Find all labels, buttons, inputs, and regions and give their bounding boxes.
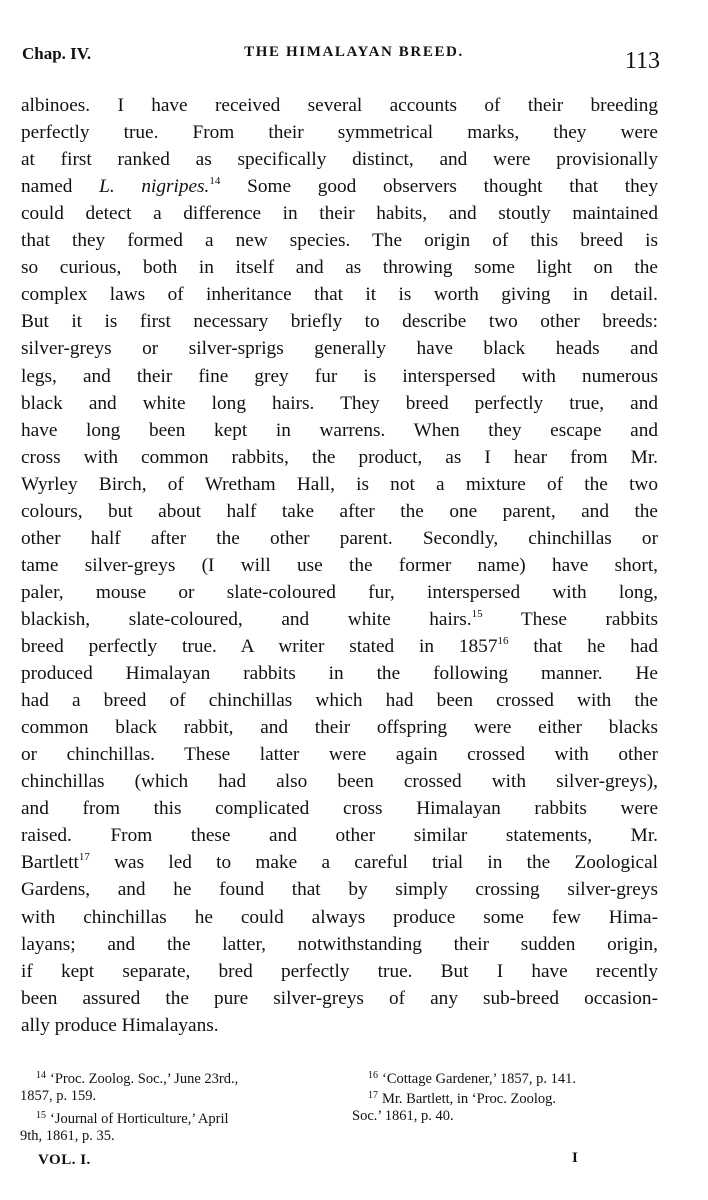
- body-line: black and white long hairs. They breed perfectly true, and: [21, 392, 658, 414]
- footnote-text: 9th, 1861, p. 35.: [20, 1128, 115, 1144]
- body-line: raised. From these and other similar statements, Mr.: [21, 825, 658, 847]
- body-line: if kept separate, bred perfectly true. But I have recently: [21, 960, 658, 982]
- body-line: been assured the pure silver-greys of any sub-breed occasion-: [21, 987, 658, 1009]
- body-line: have long been kept in warrens. When they escape and: [21, 419, 658, 441]
- body-line: But it is first necessary briefly to describe two other breeds:: [21, 311, 658, 333]
- body-line: had a breed of chinchillas which had been crossed with the: [21, 690, 658, 712]
- footnote-line: [36, 1066, 238, 1086]
- body-line: Wyrley Birch, of Wretham Hall, is not a mixture of the two: [21, 473, 658, 495]
- footnote-text: Soc.’ 1861, p. 40.: [352, 1108, 454, 1124]
- body-line: complex laws of inheritance that it is worth giving in detail.: [21, 284, 658, 306]
- body-line: at first ranked as specifically distinct, and were provisionally: [21, 149, 658, 171]
- footnote-number: 16: [368, 1070, 378, 1081]
- body-line: ally produce Himalayans.: [21, 1014, 219, 1036]
- footnote-number: 14: [36, 1070, 46, 1081]
- body-line: tame silver-greys (I will use the former name) have short,: [21, 554, 658, 576]
- footnote-line: [368, 1066, 576, 1086]
- footnote-text: ‘Proc. Zoolog. Soc.,’ June 23rd.,: [50, 1071, 239, 1087]
- footnote-text: Mr. Bartlett, in ‘Proc. Zoolog.: [382, 1091, 556, 1107]
- chapter-label: Chap. IV.: [22, 44, 92, 63]
- signature-mark: I: [572, 1150, 578, 1166]
- body-line: Bartlett$^{17}$ was led to make a careful trial in the Zoological: [21, 851, 658, 874]
- footnote-number: 15: [36, 1110, 46, 1121]
- body-line: with chinchillas he could always produce some few Hima-: [21, 906, 658, 928]
- body-line: other half after the other parent. Secondly, chinchillas or: [21, 527, 658, 549]
- body-line: silver-greys or silver-sprigs generally have black heads and: [21, 338, 658, 360]
- footnote-line: [20, 1126, 115, 1146]
- body-line: perfectly true. From their symmetrical marks, they were: [21, 122, 658, 144]
- body-line: so curious, both in itself and as throwing some light on the: [21, 257, 658, 279]
- body-line: produced Himalayan rabbits in the following manner. He: [21, 663, 658, 685]
- body-line: Gardens, and he found that by simply crossing silver-greys: [21, 879, 658, 901]
- footnote-line: [352, 1106, 454, 1126]
- footnote-text: ‘Journal of Horticulture,’ April: [50, 1111, 229, 1127]
- body-line: breed perfectly true. A writer stated in 1857$^{16}$ that he had: [21, 635, 658, 657]
- body-line: named L. nigripes.$^{14}$ Some good observers thought that they: [21, 175, 659, 198]
- footnote-line: [368, 1086, 556, 1106]
- body-line: legs, and their fine grey fur is interspersed with numerous: [21, 365, 658, 387]
- body-line: blackish, slate-coloured, and white hairs.$^{15}$ These rabbits: [21, 607, 658, 630]
- body-line: or chinchillas. These latter were again crossed with other: [21, 744, 658, 766]
- volume-signature: VOL. I.: [38, 1152, 91, 1168]
- footnote-number: 17: [368, 1090, 378, 1101]
- footnote-line: [20, 1086, 96, 1106]
- footnote-line: [36, 1106, 229, 1126]
- body-line: could detect a difference in their habits, and stoutly maintained: [21, 203, 658, 225]
- body-line: colours, but about half take after the one parent, and the: [21, 500, 658, 522]
- body-line: layans; and the latter, notwithstanding their sudden origin,: [21, 933, 658, 955]
- footnote-text: 1857, p. 159.: [20, 1088, 97, 1104]
- body-line: that they formed a new species. The origin of this breed is: [21, 230, 658, 252]
- body-line: paler, mouse or slate-coloured fur, interspersed with long,: [21, 581, 658, 603]
- body-line: common black rabbit, and their offspring were either blacks: [21, 717, 658, 739]
- body-line: cross with common rabbits, the product, as I hear from Mr.: [21, 446, 658, 468]
- body-line: chinchillas (which had also been crossed with silver-greys),: [21, 771, 658, 793]
- body-line: and from this complicated cross Himalayan rabbits were: [21, 798, 658, 820]
- body-line: albinoes. I have received several accounts of their breeding: [21, 95, 658, 116]
- running-title: THE HIMALAYAN BREED.: [244, 44, 464, 60]
- page-number: 113: [624, 48, 660, 74]
- footnote-text: ‘Cottage Gardener,’ 1857, p. 141.: [382, 1071, 577, 1087]
